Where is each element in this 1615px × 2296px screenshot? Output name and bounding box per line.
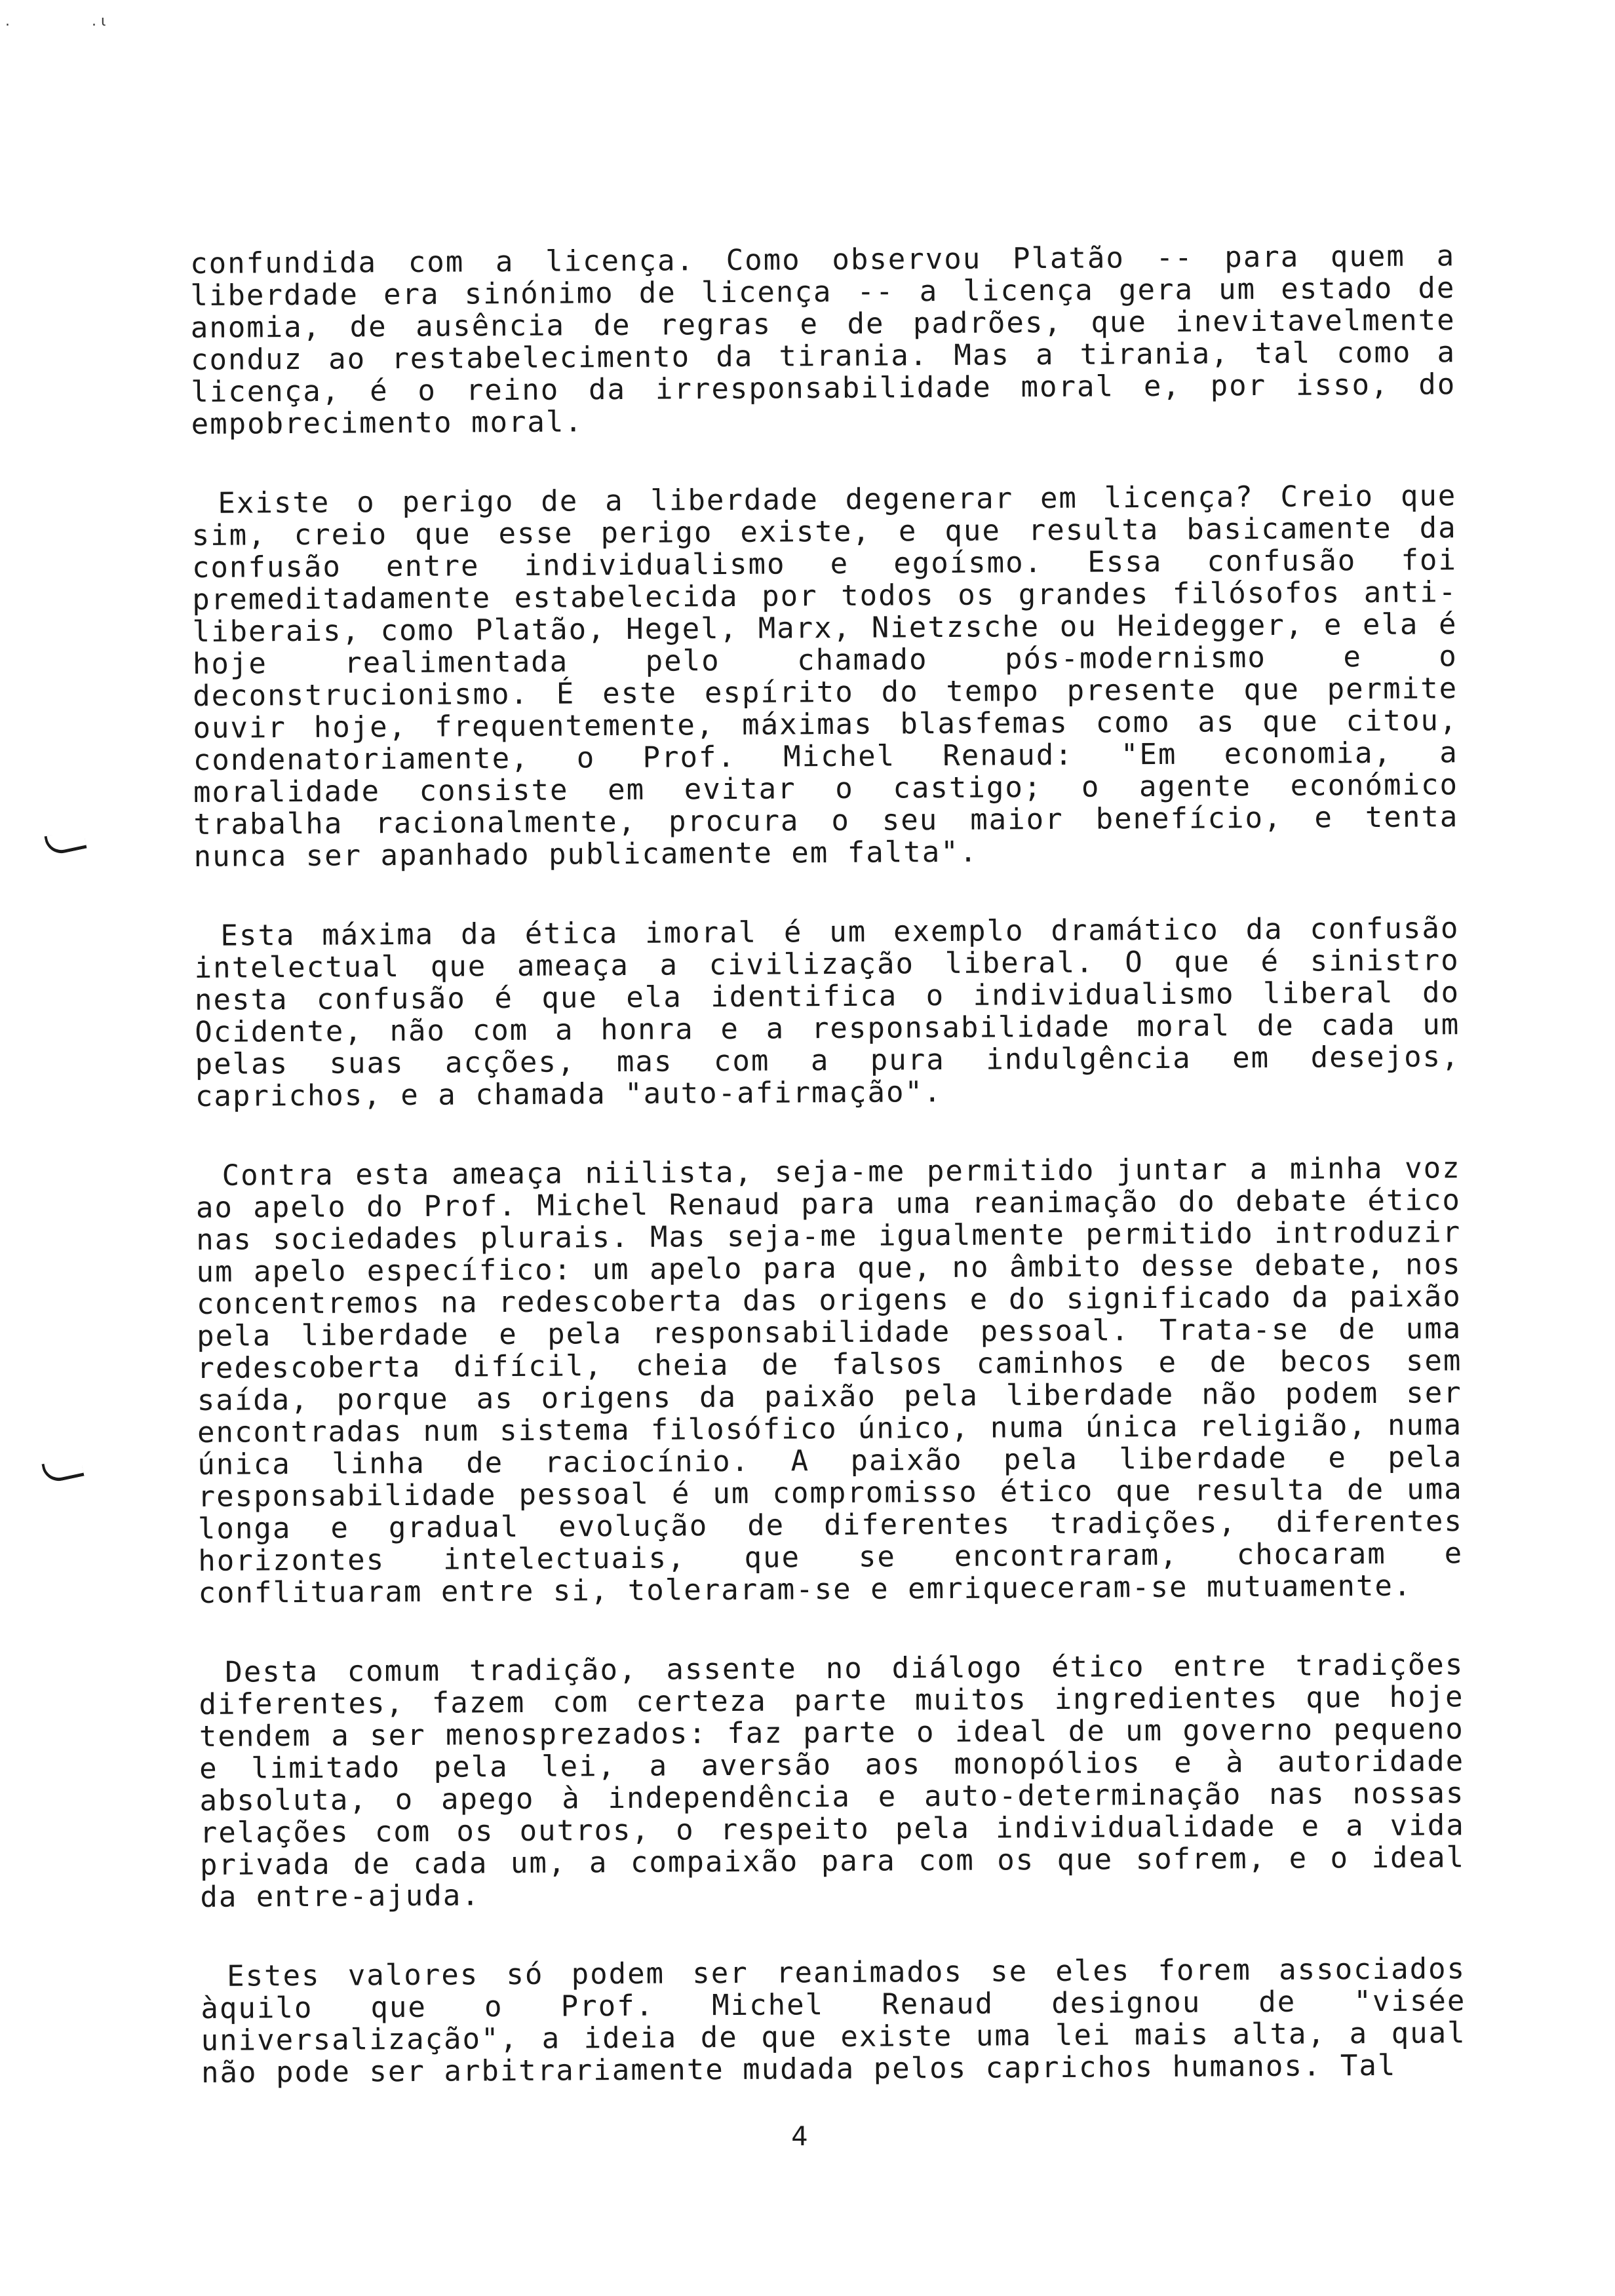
paragraph: Existe o perigo de a liberdade degenerar em licença? Creio que sim, creio que esse perigo existe, e que resulta basicamente da confusão entre individualismo e egoísmo. Essa confusão foi premeditadamente estabelecida por todos os grandes filósofos anti-liberais, como Platão, Hegel, Marx, Nietzsche ou Heidegger, e ela é hoje realimentada pelo chamado pós-modernismo e o deconstrucionismo. É este espírito do tempo presente que permite ouvir hoje, frequentemente, máximas blasfemas como as que citou, condenatoriamente, o Prof. Michel Renaud: "Em economia, a moralidade consiste em evitar o castigo; o agente económico trabalha racionalmente, procura o seu maior benefício, e tenta nunca ser apanhado publicamente em falta". [191, 479, 1477, 873]
paragraph: Desta comum tradição, assente no diálogo ético entre tradições diferentes, fazem com certeza parte muitos ingredientes que hoje tendem a ser menosprezados: faz parte o ideal de um governo pequeno e limitado pela lei, a aversão aos monopólios e à autoridade absoluta, o apego à independência e auto-determinação nas nossas relações com os outros, o respeito pela individualidade e a vida privada de cada um, a compaixão para com os que sofrem, e o ideal da entre-ajuda. [199, 1647, 1484, 1914]
paragraph: Contra esta ameaça niilista, seja-me permitido juntar a minha voz ao apelo do Prof. Michel Renaud para uma reanimação do debate ético nas sociedades plurais. Mas seja-me igualmente permitido introduzir um apelo específico: um apelo para que, no âmbito desse debate, nos concentremos na redescoberta das origens e do significado da paixão pela liberdade e pela responsabilidade pessoal. Trata-se de uma redescoberta difícil, cheia de falsos caminhos e de becos sem saída, porque as origens da paixão pela liberdade não podem ser encontradas num sistema filosófico único, numa única religião, numa única linha de raciocínio. A paixão pela liberdade e pela responsabilidade pessoal é um compromisso ético que resulta de uma longa e gradual evolução de diferentes tradições, diferentes horizontes intelectuais, que se encontraram, chocaram e conflituaram entre si, toleraram-se e emriqueceram-se mutuamente. [195, 1151, 1482, 1610]
page-number: 4 [791, 2122, 808, 2152]
paragraph: confundida com a licença. Como observou Platão -- para quem a liberdade era sinónimo de licença -- a licença gera um estado de anomia, de ausência de regras e de padrões, que inevitavelmente conduz ao restabelecimento da tirania. Mas a tirania, tal como a licença, é o reino da irresponsabilidade moral e, por isso, do empobrecimento moral. [189, 239, 1475, 441]
margin-tick-mark [44, 828, 87, 856]
paragraph: Estes valores só podem ser reanimados se eles forem associados àquilo que o Prof. Michel Renaud designou de "visée universalização", a ideia de que existe uma lei mais alta, a qual não pode ser arbitrariamente mudada pelos caprichos humanos. Tal [201, 1951, 1485, 2090]
corner-mark-right: . ι [92, 13, 106, 29]
body-text [189, 239, 1485, 2136]
corner-mark-left: . [5, 13, 10, 29]
margin-tick-mark [41, 1456, 84, 1484]
paragraph: Esta máxima da ética imoral é um exemplo dramático da confusão intelectual que ameaça a civilização liberal. O que é sinistro nesta confusão é que ela identifica o individualismo liberal do Ocidente, não com a honra e a responsabilidade moral de cada um pelas suas acções, mas com a pura indulgência em desejos, caprichos, e a chamada "auto-afirmação". [194, 911, 1479, 1113]
